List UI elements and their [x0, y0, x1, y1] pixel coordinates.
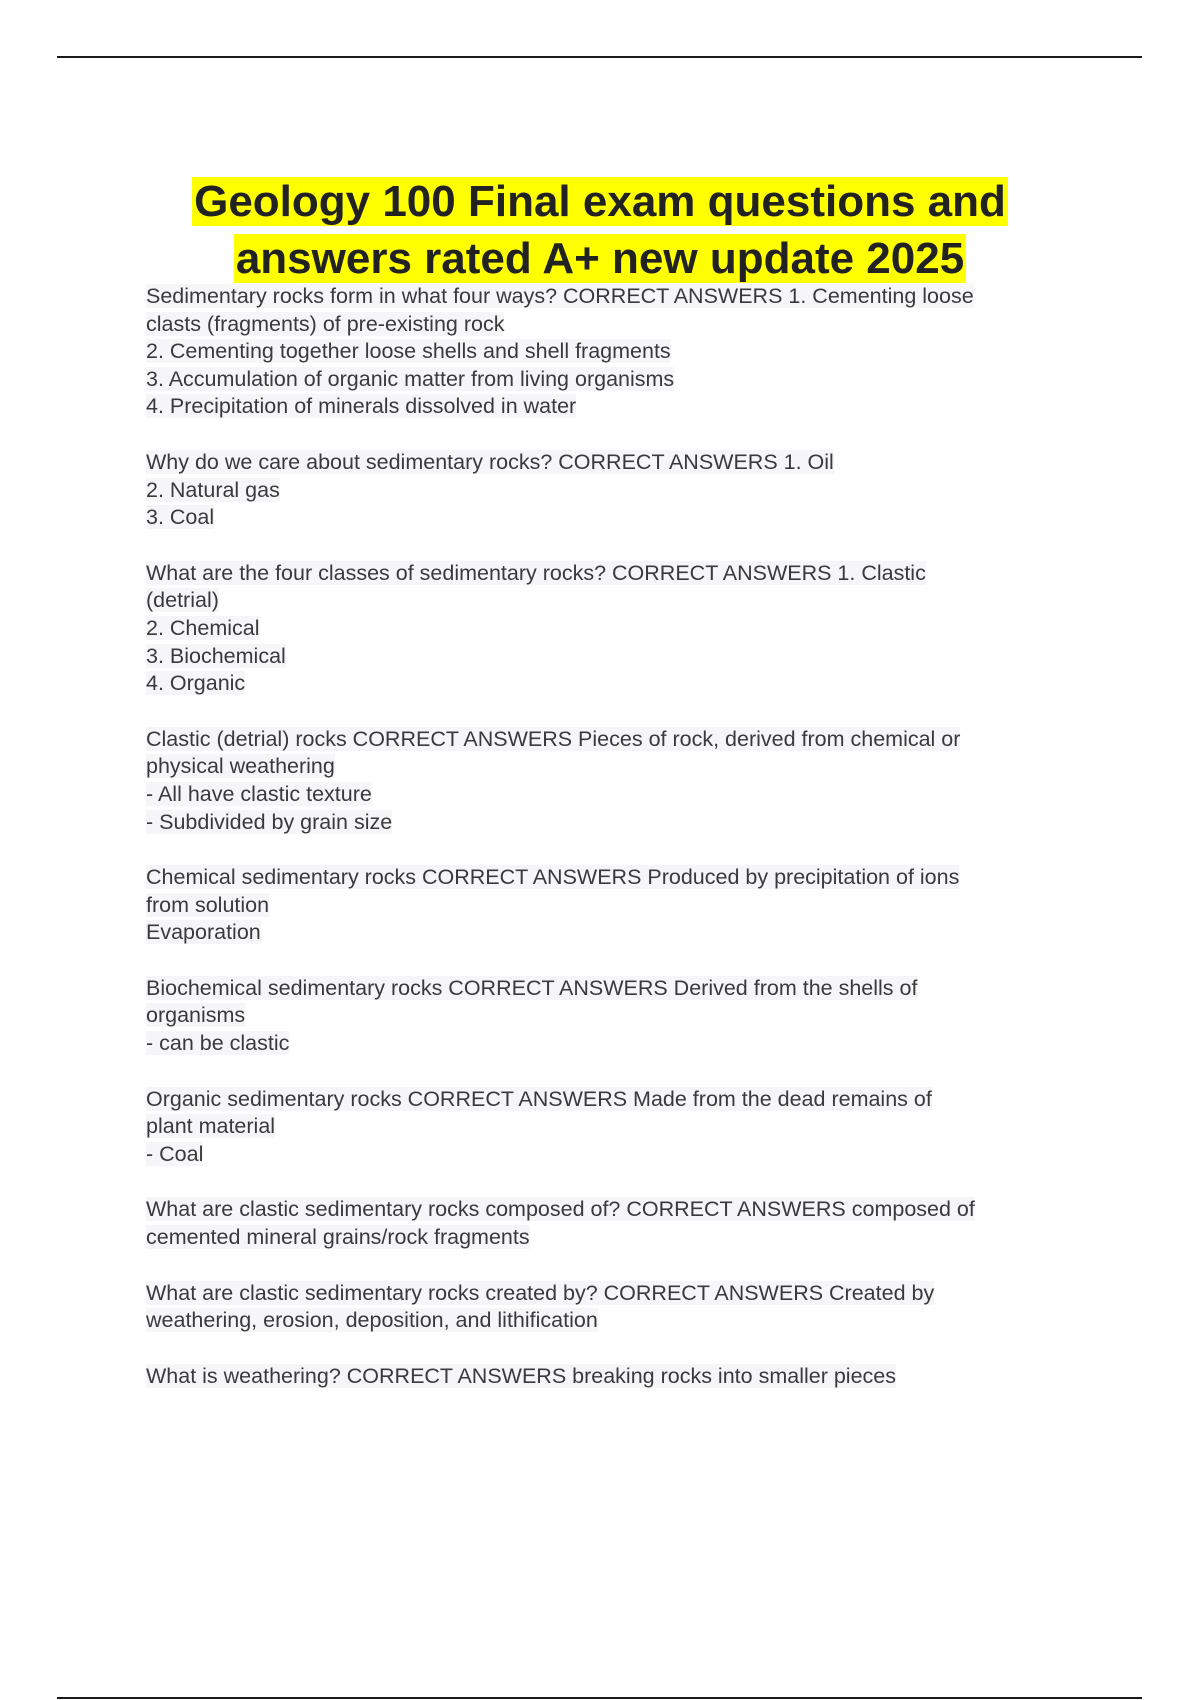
qa-line: 2. Chemical: [146, 615, 260, 640]
qa-line: Chemical sedimentary rocks CORRECT ANSWERS Produced by precipitation of ions: [146, 865, 960, 890]
qa-entry: [146, 283, 1086, 421]
qa-entry: [146, 975, 1086, 1058]
qa-line: 4. Organic: [146, 671, 246, 696]
qa-line: 3. Biochemical: [146, 643, 286, 668]
qa-line: Why do we care about sedimentary rocks? CORRECT ANSWERS 1. Oil: [146, 449, 834, 474]
qa-entry: [146, 864, 1086, 947]
qa-entry: [146, 1086, 1086, 1169]
qa-line: Evaporation: [146, 920, 261, 945]
qa-line: clasts (fragments) of pre-existing rock: [146, 311, 505, 336]
qa-line: What are clastic sedimentary rocks composed of? CORRECT ANSWERS composed of: [146, 1197, 975, 1222]
qa-line: physical weathering: [146, 754, 335, 779]
title-line-1: Geology 100 Final exam questions and: [194, 177, 1006, 227]
document-title: [0, 173, 1200, 287]
qa-entry: [146, 1280, 1086, 1335]
footer-rule: [57, 1697, 1142, 1699]
title-line-2: answers rated A+ new update 2025: [235, 234, 965, 284]
qa-line: 3. Coal: [146, 505, 215, 530]
qa-line: What are clastic sedimentary rocks created by? CORRECT ANSWERS Created by: [146, 1280, 935, 1305]
qa-line: Organic sedimentary rocks CORRECT ANSWERS Made from the dead remains of: [146, 1086, 932, 1111]
qa-line: 3. Accumulation of organic matter from living organisms: [146, 366, 675, 391]
qa-line: cemented mineral grains/rock fragments: [146, 1225, 530, 1250]
header-rule: [57, 56, 1142, 58]
qa-line: weathering, erosion, deposition, and lithification: [146, 1308, 598, 1333]
qa-entry: [146, 449, 1086, 532]
qa-line: 2. Cementing together loose shells and shell fragments: [146, 339, 671, 364]
qa-entry: [146, 560, 1086, 698]
qa-line: - All have clastic texture: [146, 781, 372, 806]
qa-line: - can be clastic: [146, 1031, 290, 1056]
qa-line: from solution: [146, 892, 270, 917]
qa-entry: [146, 1363, 1086, 1391]
qa-line: plant material: [146, 1114, 276, 1139]
qa-line: - Coal: [146, 1141, 204, 1166]
qa-line: 2. Natural gas: [146, 477, 280, 502]
qa-line: (detrial): [146, 588, 219, 613]
qa-line: What are the four classes of sedimentary rocks? CORRECT ANSWERS 1. Clastic: [146, 560, 926, 585]
qa-line: What is weathering? CORRECT ANSWERS breaking rocks into smaller pieces: [146, 1363, 896, 1388]
qa-entry: [146, 726, 1086, 836]
qa-line: - Subdivided by grain size: [146, 809, 393, 834]
qa-list: [146, 283, 1086, 1418]
qa-line: Clastic (detrial) rocks CORRECT ANSWERS Pieces of rock, derived from chemical or: [146, 726, 961, 751]
qa-line: 4. Precipitation of minerals dissolved in water: [146, 394, 577, 419]
qa-entry: [146, 1196, 1086, 1251]
qa-line: organisms: [146, 1003, 246, 1028]
qa-line: Biochemical sedimentary rocks CORRECT ANSWERS Derived from the shells of: [146, 975, 918, 1000]
qa-line: Sedimentary rocks form in what four ways? CORRECT ANSWERS 1. Cementing loose: [146, 284, 974, 308]
